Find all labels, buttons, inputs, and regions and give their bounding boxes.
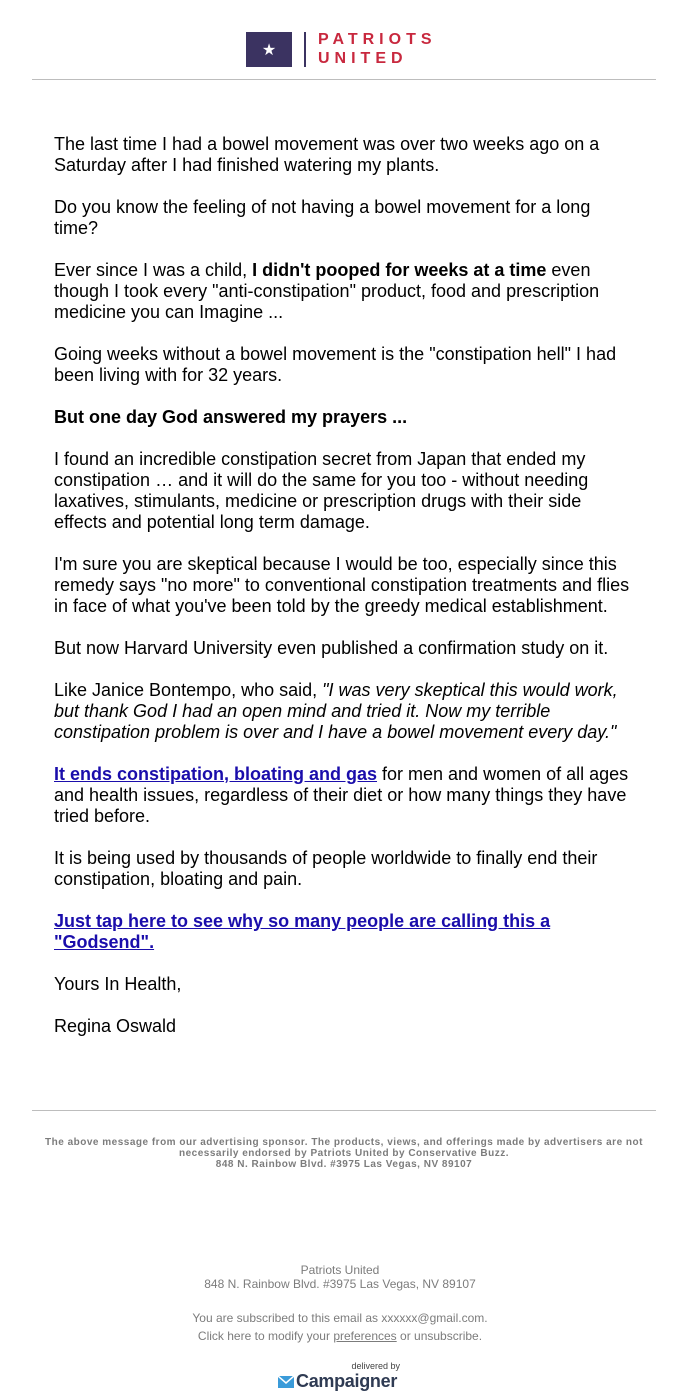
signature: Regina Oswald	[54, 1016, 177, 1036]
email-footer	[0, 1263, 680, 1343]
subscription-notice: You are subscribed to this email as xxxxxx@gmail.com.	[192, 1311, 488, 1325]
brand-line-2: UNITED	[318, 50, 408, 67]
cta-link[interactable]: Just tap here to see why so many people are calling this a "Godsend".	[54, 911, 551, 952]
paragraph: It is being used by thousands of people worldwide to finally end their constipation, bloating and pain.	[54, 848, 598, 889]
offer-link[interactable]: It ends constipation, bloating and gas	[54, 764, 378, 784]
paragraph: But now Harvard University even published a confirmation study on it.	[54, 638, 609, 658]
footer-org: Patriots United	[300, 1263, 380, 1277]
paragraph	[54, 260, 636, 323]
text: for men and women of all ages and health issues, regardless of their diet or how many things they have tried before.	[54, 764, 629, 826]
star-icon	[246, 32, 292, 67]
preferences-line	[0, 1329, 680, 1343]
star-glyph: ★	[261, 41, 277, 59]
paragraph: Yours In Health,	[54, 974, 182, 994]
text: Click here to modify your	[197, 1329, 334, 1343]
text: or unsubscribe.	[396, 1329, 483, 1343]
paragraph	[54, 911, 636, 953]
paragraph	[54, 407, 636, 428]
text: Ever since I was a child,	[54, 260, 253, 280]
campaigner-badge[interactable]	[278, 1361, 402, 1391]
testimonial-quote: "I was very skeptical this would work, but thank God I had an open mind and tried it. Now my terrible constipation problem is over and I have a bowel movement every day."	[54, 680, 618, 742]
header-divider	[32, 79, 656, 80]
email-header	[0, 0, 680, 80]
delivered-by-label: delivered by	[351, 1361, 400, 1371]
paragraph: I'm sure you are skeptical because I would be too, especially since this remedy says "no more" to conventional constipation treatments and flies in face of what you've been told by the greedy medical establishment.	[54, 554, 630, 616]
paragraph	[54, 764, 636, 827]
logo-divider	[304, 32, 306, 67]
paragraph: Do you know the feeling of not having a bowel movement for a long time?	[54, 197, 591, 238]
bold-text: But one day God answered my prayers ...	[54, 407, 408, 427]
disclaimer-address: 848 N. Rainbow Blvd. #3975 Las Vegas, NV 89107	[215, 1159, 473, 1170]
footer-address: 848 N. Rainbow Blvd. #3975 Las Vegas, NV 89107	[204, 1277, 476, 1291]
paragraph: The last time I had a bowel movement was over two weeks ago on a Saturday after I had finished watering my plants.	[54, 134, 600, 175]
text: even though I took every "anti-constipation" product, food and prescription medicine you can Imagine ...	[54, 260, 600, 322]
envelope-icon	[278, 1376, 294, 1388]
email-body	[54, 134, 636, 1058]
text: Like Janice Bontempo, who said,	[54, 680, 323, 700]
brand-line-1: PATRIOTS	[318, 31, 437, 48]
bold-text: I didn't pooped for weeks at a time	[252, 260, 547, 280]
preferences-link[interactable]: preferences	[333, 1329, 397, 1343]
paragraph: Going weeks without a bowel movement is the "constipation hell" I had been living with for 32 years.	[54, 344, 617, 385]
disclaimer-text: The above message from our advertising sponsor. The products, views, and offerings made by advertisers are not necessarily endorsed by Patriots United by Conservative Buzz.	[45, 1137, 643, 1159]
paragraph	[54, 680, 636, 743]
brand-logo[interactable]	[318, 30, 437, 68]
sponsor-disclaimer	[32, 1137, 656, 1170]
campaigner-logo: Campaigner	[296, 1371, 398, 1391]
footer-divider	[32, 1110, 656, 1111]
paragraph: I found an incredible constipation secret from Japan that ended my constipation … and it will do the same for you too - without needing laxatives, stimulants, medicine or prescription drugs with their side effects and potential long term damage.	[54, 449, 589, 532]
